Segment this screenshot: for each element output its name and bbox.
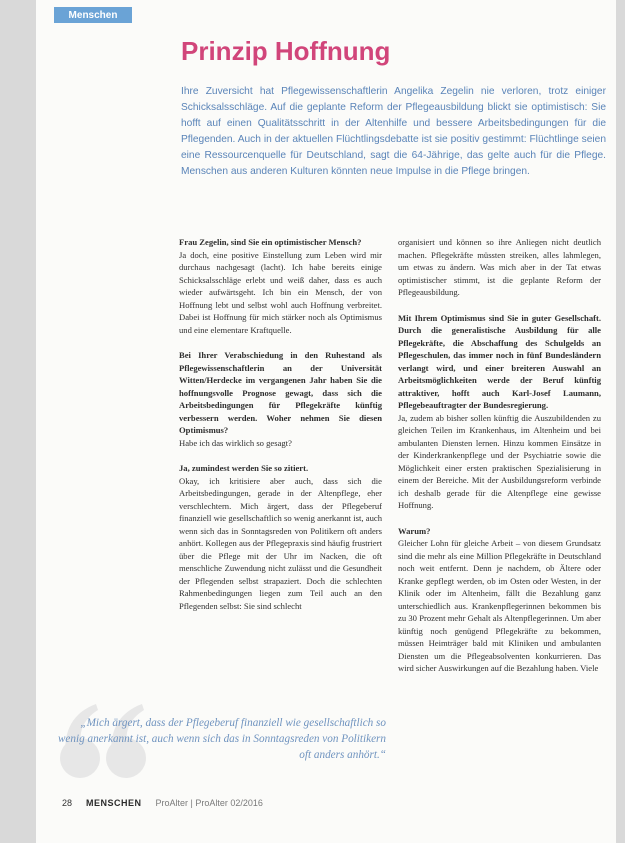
section-rubric: Menschen bbox=[54, 7, 132, 23]
interview-answer: Gleicher Lohn für gleiche Arbeit – von diesem Grundsatz sind die mehr als eine Million Pflegekräfte in Deutschland noch weit entfernt. Denn je nachdem, ob Ältere oder Kranke gepflegt werden, ob im Osten oder Westen, in der Klinik oder im Altenheim, fällt die Bezahlung ganz unterschiedlich aus. Krankenpflegerinnen bekommen bis zu 30 Prozent mehr Gehalt als Altenpflegerinnen. Um aber künftig noch genügend Pflegekräfte zu bekommen, müssen Heimträger bald mit Kliniken und ambulanten Diensten um die Pflegeabsolventen konkurrieren. Das wird sicher Auswirkungen auf die Bezahlung haben. Viele bbox=[398, 538, 601, 673]
article-title: Prinzip Hoffnung bbox=[181, 36, 391, 66]
magazine-page bbox=[36, 0, 616, 843]
interview-question: Mit Ihrem Optimismus sind Sie in guter Gesellschaft. Durch die generalistische Ausbildung für alle Pflegekräfte, die Abschaffung des Schulgelds an Pflegeschulen, das immer noch in fünf Bundesländern verlangt wird, und einer breiteren Auswahl an Arbeitsmöglichkeiten werde der Beruf künftig attraktiver, hofft auch Karl-Josef Laumann, Pflegebeauftragter der Bundesregierung. bbox=[398, 312, 601, 410]
interview-question: Bei Ihrer Verabschiedung in den Ruhestand als Pflegewissenschaftlerin an der Universität Witten/Herdecke im vergangenen Jahr haben Sie die hoffnungsvolle Prognose gewagt, dass sich die Arbeitsbedingungen für Pflegekräfte künftig verbessern werden. Woher nehmen Sie diesen Optimismus? bbox=[179, 350, 382, 435]
interview-answer: Ja doch, eine positive Einstellung zum Leben wird mir durchaus nachgesagt (lacht). Ich habe bereits einige Schicksalsschläge erlebt und weiß daher, dass es auch wieder aufwärtsgeht. Ich bin ein Mensch, der von Hoffnung lebt und selbst wohl auch Hoffnung verbreitet. Dabei ist Hoffnung für mich stärker noch als Optimismus und eine elementare Kraftquelle. bbox=[179, 249, 382, 335]
interview-answer: Okay, ich kritisiere aber auch, dass sich die Arbeitsbedingungen, gerade in der Altenpflege, eher verschlechtern. Mich ärgert, dass der Pflegeberuf finanziell wie gesellschaftlich so wenig anerkannt ist, auch wenn sich das in Sonntagsreden von Politikern oft anders anhört. Kollegen aus der Pflegepraxis sind häufig frustriert über die Pflege mit der Uhr im Nacken, die oft menschliche Zuwendung nicht zulässt und die Gesundheit der Pflegenden selbst strapaziert. Doch die schlechten Rahmenbedingungen liegen zum Teil auch an den Pflegenden selbst: Sie sind schlecht bbox=[179, 475, 382, 611]
interview-answer: Ja, zudem ab bisher sollen künftig die Auszubildenden zu gleichen Teilen im Krankenhaus, im Altenheim und bei ambulanten Diensten lernen. Hinzu kommen Einsätze in der Kinderkrankenpflege und der Psychiatrie sowie die Möglichkeit einer ersten praktischen Spezialisierung in einem der Bereiche. Mit der Ausbildungsreform verbinde ich deshalb gerade für die Altenpflege eine gewisse Hoffnung. bbox=[398, 412, 601, 510]
interview-answer: organisiert und können so ihre Anliegen nicht deutlich machen. Pflegekräfte müssten streiken, alles lahmlegen, um etwas zu ändern. Was mich aber in der Tat etwas optimistischer stimmt, ist die geplante Reform der Pflegeausbildung. bbox=[398, 237, 601, 297]
text-column-2 bbox=[398, 236, 601, 688]
pull-quote: „Mich ärgert, dass der Pflegeberuf finanziell wie gesellschaftlich so wenig anerkannt ist, auch wenn sich das in Sonntagsreden von Politikern oft anders anhört.“ bbox=[57, 717, 386, 761]
text-column-1 bbox=[179, 236, 382, 612]
footer-section: MENSCHEN bbox=[86, 798, 142, 808]
interview-question: Ja, zumindest werden Sie so zitiert. bbox=[179, 463, 309, 473]
page-number: 28 bbox=[62, 798, 73, 808]
page-footer bbox=[62, 798, 263, 808]
interview-question: Warum? bbox=[398, 525, 431, 536]
interview-question: Frau Zegelin, sind Sie ein optimistischer Mensch? bbox=[179, 237, 362, 247]
footer-journal: ProAlter | ProAlter 02/2016 bbox=[155, 798, 263, 808]
article-lead: Ihre Zuversicht hat Pflegewissenschaftlerin Angelika Zegelin nie verloren, trotz einiger Schicksalsschläge. Auf die geplante Reform der Pflegeausbildung blickt sie optimistisch: Sie hofft auf einen Qualitätsschritt in der Altenhilfe und bessere Arbeitsbedingungen für die Pflegenden. Auch in der aktuellen Flüchtlingsdebatte ist sie positiv gestimmt: Flüchtlinge seien eine Ressourcenquelle für Deutschland, sagt die 64-Jährige, das gelte auch für die Pflege. Menschen aus anderen Kulturen könnten neue Impulse in die Pflege bringen. bbox=[181, 86, 606, 177]
interview-answer: Habe ich das wirklich so gesagt? bbox=[179, 437, 292, 448]
